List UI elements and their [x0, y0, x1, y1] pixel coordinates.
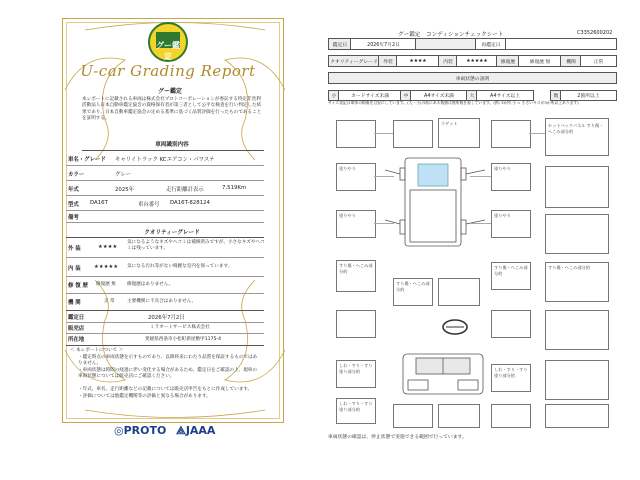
model-value: DA16T	[90, 200, 108, 206]
inspection-box-right-9	[545, 360, 609, 400]
resign-value	[505, 38, 617, 50]
engine-value: 正 常	[104, 299, 115, 304]
note-3: ・年式、車名、走行距離などの記載については販売店申告をもとに作成しています。	[78, 387, 253, 392]
date-value: 2026年7月2日	[148, 315, 185, 321]
divider	[82, 150, 264, 151]
repair-label: 修 復 歴	[68, 283, 88, 289]
connector-line	[470, 223, 491, 224]
engine-desc: 主要機関に不具合はありません。	[127, 299, 197, 304]
divider	[66, 257, 264, 258]
vehicle-section-title: 車両識別内容	[155, 142, 189, 148]
year-label: 年式	[68, 187, 79, 193]
inspection-box-bottom-3	[438, 404, 480, 428]
inspection-box-left-2: 塗りやり	[336, 210, 376, 238]
chassis-value: DA16T-828124	[170, 200, 210, 206]
sheet-exterior-label: 外装	[378, 55, 398, 67]
sheet-title: グー鑑定 コンディションチェックシート	[398, 32, 504, 38]
sheet-repair-label: 修復歴	[496, 55, 520, 67]
jaaa-logo: ⟁JAAA	[176, 424, 216, 437]
size-large: A4サイズ以上	[476, 90, 534, 101]
inspection-box-top-4	[491, 120, 531, 148]
inspection-box-right-2	[545, 166, 609, 208]
inspection-box-lower-left: しわ・すり・すり 塗り部分的	[336, 360, 376, 388]
divider	[66, 195, 264, 196]
sheet-blank	[415, 38, 477, 50]
jaaa-mark-icon: ⟁	[176, 424, 186, 437]
divider	[66, 322, 264, 323]
connector-line	[374, 223, 394, 224]
truck-side-view-icon	[388, 348, 498, 403]
grade-value: キャリイトラック KCエアコン・パワステ	[115, 157, 215, 163]
inspection-box-bottom-left: しわ・すり・すり 塗り部分的	[336, 398, 376, 424]
color-value: グレー	[115, 172, 132, 178]
sheet-id: C3352600202	[577, 30, 613, 36]
inspection-box-right-5: すり傷・へこみ部分的	[491, 262, 531, 290]
inspection-box-right-8	[545, 310, 609, 350]
exterior-label: 外 装	[68, 246, 81, 252]
divider	[66, 310, 264, 311]
date-label: 鑑定日	[68, 315, 85, 321]
count-label: 数	[550, 90, 562, 101]
mileage-label: 走行距離計表示	[166, 187, 204, 193]
model-label: 型式	[68, 202, 79, 208]
note-1: ・鑑定時点の車両状態を示すものであり、以降将来にわたり品質を保証するものではありません。	[78, 355, 258, 367]
sheet-footer: 車両状態の確認は、停止状態で実施できる範囲で行っています。	[328, 435, 467, 440]
inspection-box-left-1: 塗りやり	[336, 163, 376, 191]
size-mid: A4サイズ未満	[410, 90, 468, 101]
connector-line	[529, 133, 545, 134]
sheet-interior-label: 内装	[438, 55, 458, 67]
address-value: 愛媛県西条市小松町新屋敷甲1175-4	[145, 337, 221, 342]
divider	[66, 237, 264, 238]
sheet-engine-value: 正常	[580, 55, 617, 67]
size-large-label: 大	[466, 90, 478, 101]
divider	[66, 276, 264, 277]
exterior-stars: ★★★★	[98, 244, 118, 250]
interior-label: 内 装	[68, 266, 81, 272]
inspection-box-left-3: すり傷・へこみ部分的	[336, 260, 376, 292]
inspection-box-right-3: 塗りやり	[491, 210, 531, 238]
divider	[66, 222, 264, 223]
inspection-box-top-2	[393, 120, 433, 148]
note-4: ・評価については他鑑定機関等の評価と異なる場合があります。	[78, 394, 211, 399]
count-value: 2箇所以上	[560, 90, 617, 101]
divider	[66, 210, 264, 211]
note-2: ・車両状態は時間の経過に伴い変化する場合があるため、鑑定日をご確認の上、現車の車両状態については販売店にご確認ください。	[78, 368, 257, 380]
chassis-label: 車台番号	[138, 202, 160, 208]
inspection-box-bottom-5	[545, 404, 609, 428]
divider	[66, 333, 264, 334]
inspection-box-mid	[438, 278, 480, 306]
inspection-box-bottom-2	[393, 404, 433, 428]
sheet-engine-label: 機関	[560, 55, 582, 67]
sheet-date-label: 鑑定日	[328, 38, 352, 50]
sheet-exterior-value: ★★★★	[396, 55, 440, 67]
inspection-box-bottom-4	[491, 404, 531, 428]
sheet-date-value: 2026年7月2日	[350, 38, 417, 50]
proto-mark-icon: ◎	[114, 424, 124, 437]
connector-line	[470, 176, 491, 177]
inspection-box-right-6: すり傷・へこみ部分的	[545, 262, 609, 302]
inspection-box-right-7	[491, 310, 531, 338]
divider	[66, 293, 264, 294]
year-value: 2025年	[115, 187, 135, 193]
inspection-box-left-4	[336, 310, 376, 338]
inspection-box-top-left	[336, 120, 376, 148]
interior-stars: ★★★★★	[94, 264, 119, 270]
inspection-box-top-mid: ラゲット	[438, 118, 480, 148]
inspection-box-lower-right: しわ・すり・すり 塗り部分的	[491, 364, 531, 392]
seller-label: 販売店	[68, 326, 85, 332]
sheet-interior-value: ★★★★★	[456, 55, 498, 67]
resign-label: 再鑑定日	[475, 38, 507, 50]
repair-value: 修復歴 無	[96, 282, 116, 287]
truck-top-view-icon	[380, 150, 490, 260]
divider	[66, 165, 264, 166]
proto-logo: ◎PROTO	[114, 424, 167, 437]
exterior-desc: 気になるようなキズやヘコミは補修済みですが、小さなキズやヘコミは残っています。	[127, 240, 265, 252]
inspection-box-right-top: セットバックパネル すり傷・へこみ部分的	[545, 118, 609, 156]
seller-value: ミラオートサービス株式会社	[150, 325, 210, 330]
divider	[66, 180, 264, 181]
quality-grade-label: クオリティーグレード	[328, 55, 380, 67]
size-small-label: 小	[328, 90, 340, 101]
size-small: カードサイズ未満	[338, 90, 402, 101]
certificate-intro: 本レポートに記載される車両は株式会社プロトコーポレーションが委託する特定非営利活動法人日本自動車鑑定協会の資格保有者が第三者として公平な検査を行い判定した結果であり、日本自動車鑑定協会の定める基準に基づく品質評価を行ったものであることを証明する。	[82, 97, 262, 122]
size-note: サイズ表記は車体の損傷を目安にしています。(大・小)の前にある数値は箇所数を表しています。(例: 3か所 小 = 小さいキズが3か所以上あります)	[328, 100, 579, 105]
grade-label: 車名・グレード	[68, 157, 106, 163]
interior-desc: 気になる汚れ等がない綺麗な室内を保っています。	[127, 264, 233, 269]
color-label: カラー	[68, 172, 85, 178]
state-title: 車両状態の説明	[328, 72, 617, 84]
divider	[66, 345, 264, 346]
certificate-title: U-car Grading Report	[80, 62, 256, 80]
quality-section-title: クオリティーグレード	[144, 230, 200, 236]
address-label: 所在地	[68, 337, 85, 343]
engine-label: 機 関	[68, 300, 81, 306]
inspection-box-right-4	[545, 214, 609, 254]
certificate-subtitle: グー鑑定	[157, 88, 182, 95]
sheet-repair-value: 修復歴 無	[518, 55, 562, 67]
repair-desc: 修復歴はありません。	[127, 282, 174, 287]
notes-title: ＜ 本レポートについて ＞	[70, 348, 124, 353]
remarks-label: 備考	[68, 215, 79, 221]
inspection-box-mid-left: すり傷・へこみ部分的	[393, 278, 433, 306]
steering-wheel-icon	[440, 318, 470, 336]
mileage-value: 7,519Km	[222, 185, 247, 191]
size-mid-label: 中	[400, 90, 412, 101]
goo-badge-icon: グー鑑定	[148, 22, 188, 62]
connector-line	[374, 133, 393, 134]
inspection-box-right-1: 塗りやり	[491, 163, 531, 191]
connector-line	[374, 176, 394, 177]
